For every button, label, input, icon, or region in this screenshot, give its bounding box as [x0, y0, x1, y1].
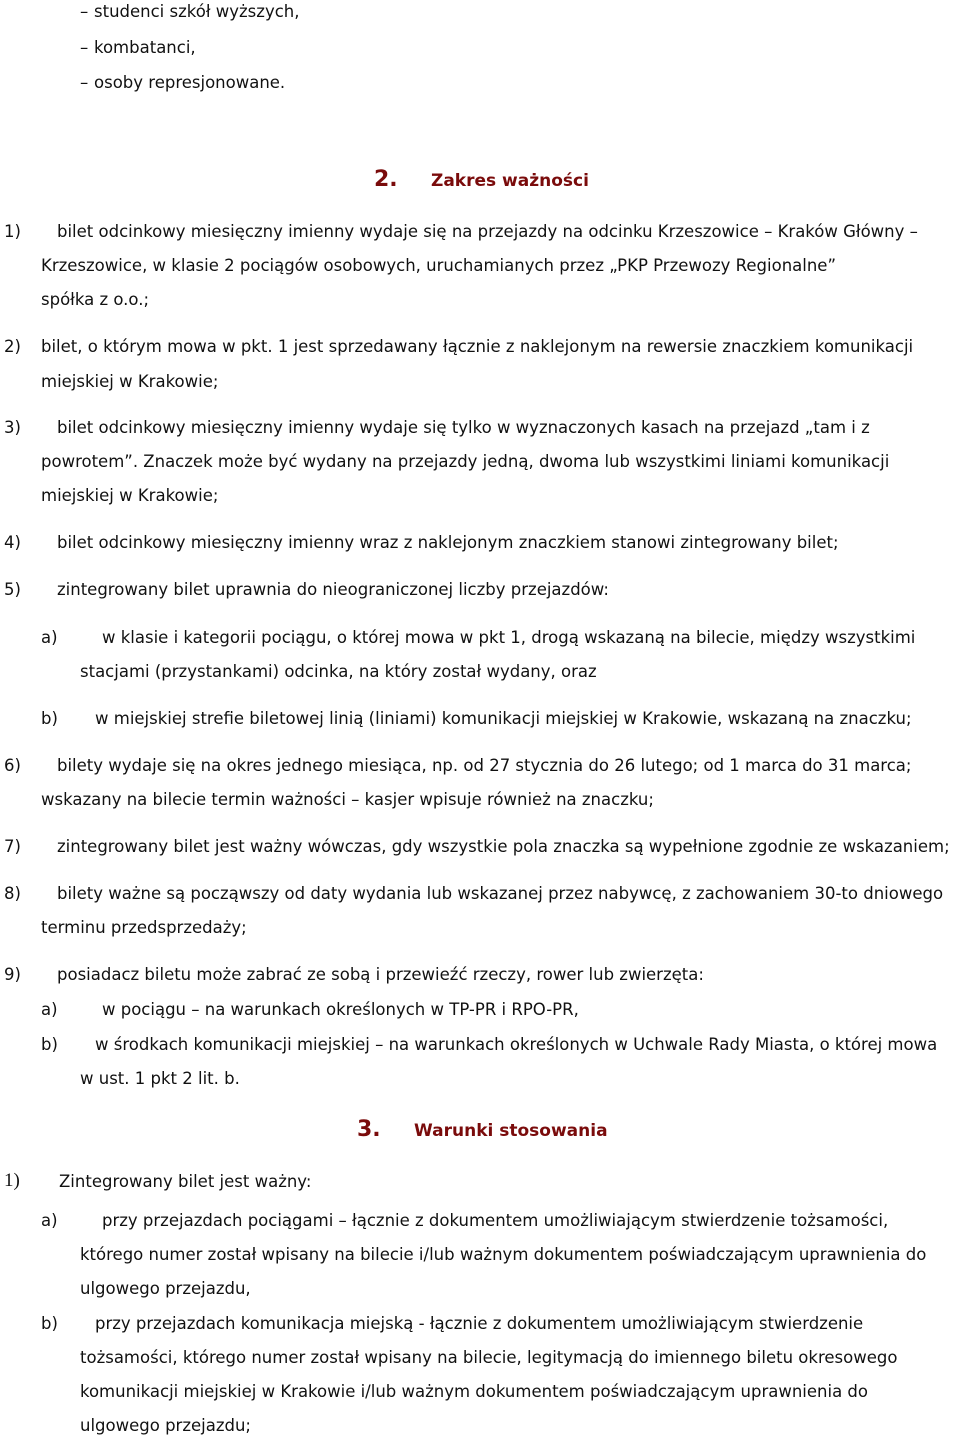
item-number: 1)	[4, 222, 21, 241]
item-line: w pociągu – na warunkach określonych w TP-PR i RPO-PR,	[102, 1000, 579, 1019]
item-line: bilet odcinkowy miesięczny imienny wraz z naklejonym znaczkiem stanowi zintegrowany bilet;	[57, 533, 839, 552]
item-line: bilet, o którym mowa w pkt. 1 jest sprzedawany łącznie z naklejonym na rewersie znaczkiem komunikacji	[41, 337, 914, 356]
item-number: 6)	[4, 756, 21, 775]
item-line: terminu przedsprzedaży;	[41, 918, 247, 937]
item-line: bilety wydaje się na okres jednego miesiąca, np. od 27 stycznia do 26 lutego; od 1 marca do 31 marca;	[57, 756, 912, 775]
dash-bullet: –	[80, 73, 89, 92]
item-line: w środkach komunikacji miejskiej – na warunkach określonych w Uchwale Rady Miasta, o której mowa	[95, 1035, 938, 1054]
item-number: 7)	[4, 837, 21, 856]
item-line: ulgowego przejazdu,	[80, 1279, 251, 1298]
item-line: przy przejazdach komunikacja miejską - łącznie z dokumentem umożliwiającym stwierdzenie	[95, 1314, 864, 1333]
item-number: 5)	[4, 580, 21, 599]
item-line: powrotem”. Znaczek może być wydany na przejazdy jedną, dwoma lub wszystkimi liniami komunikacji	[41, 452, 890, 471]
dash-bullet: –	[80, 38, 89, 57]
item-line: tożsamości, którego numer został wpisany na bilecie, legitymacją do imiennego biletu okresowego	[80, 1348, 898, 1367]
item-line: miejskiej w Krakowie;	[41, 486, 219, 505]
subitem-letter: a)	[41, 1000, 58, 1019]
list-item: kombatanci,	[94, 38, 196, 57]
item-line: bilety ważne są począwszy od daty wydania lub wskazanej przez nabywcę, z zachowaniem 30-to dniowego	[57, 884, 944, 903]
subitem-letter: b)	[41, 709, 58, 728]
subitem-letter: b)	[41, 1314, 58, 1333]
item-line: zintegrowany bilet uprawnia do nieograniczonej liczby przejazdów:	[57, 580, 609, 599]
item-number: 3)	[4, 418, 21, 437]
item-number: 4)	[4, 533, 21, 552]
item-line: Zintegrowany bilet jest ważny:	[59, 1172, 312, 1191]
item-number: 2)	[4, 337, 21, 356]
item-line: zintegrowany bilet jest ważny wówczas, gdy wszystkie pola znaczka są wypełnione zgodnie ze wskazaniem;	[57, 837, 950, 856]
item-line: którego numer został wpisany na bilecie i/lub ważnym dokumentem poświadczającym uprawnienia do	[80, 1245, 927, 1264]
item-number: 8)	[4, 884, 21, 903]
subitem-letter: b)	[41, 1035, 58, 1054]
subitem-letter: a)	[41, 1211, 58, 1230]
item-line: spółka z o.o.;	[41, 290, 150, 309]
section-number: 2.	[374, 167, 398, 192]
item-number: 1)	[4, 1170, 20, 1191]
list-item: osoby represjonowane.	[94, 73, 286, 92]
subitem-letter: a)	[41, 628, 58, 647]
section-title: Warunki stosowania	[414, 1121, 608, 1141]
list-item: studenci szkół wyższych,	[94, 2, 300, 21]
item-line: bilet odcinkowy miesięczny imienny wydaje się na przejazdy na odcinku Krzeszowice – Kraków Główny –	[57, 222, 918, 241]
item-line: posiadacz biletu może zabrać ze sobą i przewieźć rzeczy, rower lub zwierzęta:	[57, 965, 704, 984]
item-line: ulgowego przejazdu;	[80, 1416, 251, 1435]
item-line: wskazany na bilecie termin ważności – kasjer wpisuje również na znaczku;	[41, 790, 654, 809]
item-line: bilet odcinkowy miesięczny imienny wydaje się tylko w wyznaczonych kasach na przejazd „tam i z	[57, 418, 870, 437]
item-line: komunikacji miejskiej w Krakowie i/lub ważnym dokumentem poświadczającym uprawnienia do	[80, 1382, 869, 1401]
item-line: w ust. 1 pkt 2 lit. b.	[80, 1069, 240, 1088]
item-line: miejskiej w Krakowie;	[41, 372, 219, 391]
dash-bullet: –	[80, 2, 89, 21]
item-line: stacjami (przystankami) odcinka, na który został wydany, oraz	[80, 662, 597, 681]
section-number: 3.	[357, 1117, 381, 1142]
item-line: w miejskiej strefie biletowej linią (liniami) komunikacji miejskiej w Krakowie, wskazaną na znaczku;	[95, 709, 912, 728]
section-title: Zakres ważności	[431, 171, 589, 191]
item-line: w klasie i kategorii pociągu, o której mowa w pkt 1, drogą wskazaną na bilecie, między wszystkimi	[102, 628, 916, 647]
item-line: Krzeszowice, w klasie 2 pociągów osobowych, uruchamianych przez „PKP Przewozy Regionalne”	[41, 256, 837, 275]
item-line: przy przejazdach pociągami – łącznie z dokumentem umożliwiającym stwierdzenie tożsamości,	[102, 1211, 889, 1230]
item-number: 9)	[4, 965, 21, 984]
